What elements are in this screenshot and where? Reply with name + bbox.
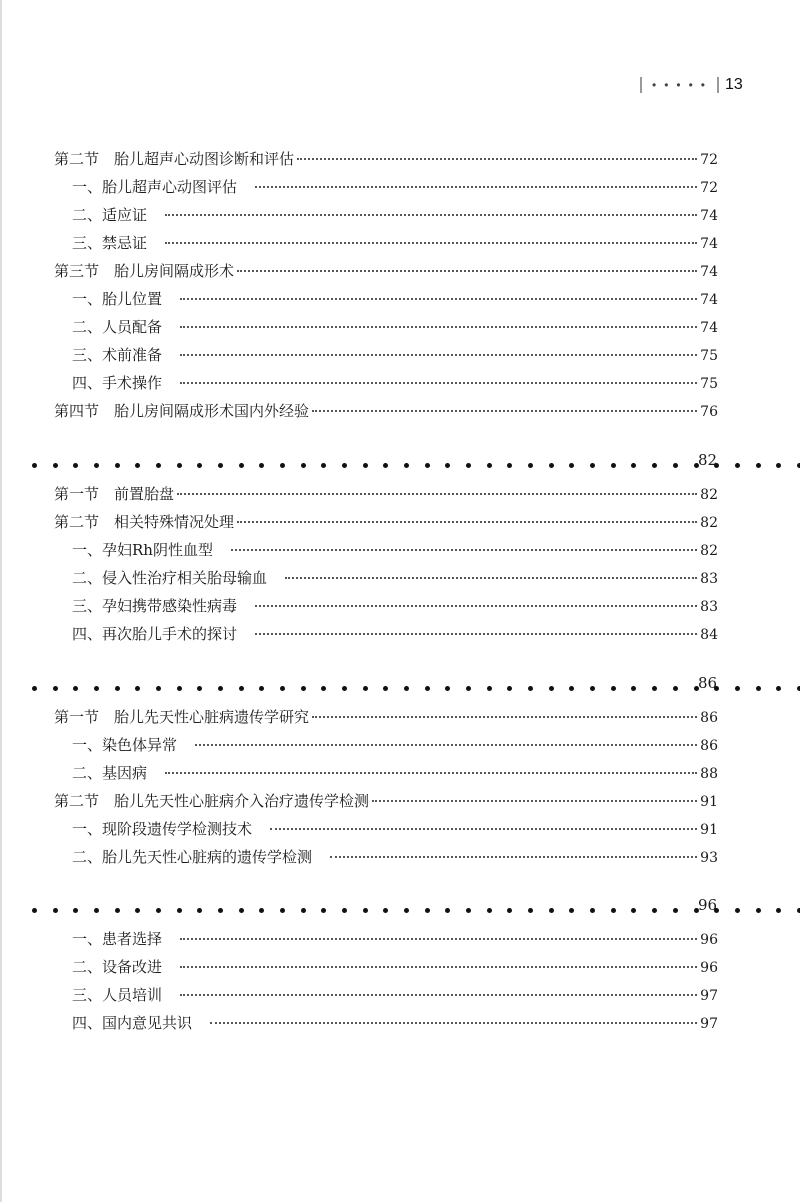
divider-dot [32, 686, 37, 691]
entry-title: 二、基因病 [72, 764, 148, 782]
divider-dot [363, 908, 368, 913]
divider-dot [156, 908, 161, 913]
dot-leader [165, 214, 697, 216]
divider-dot [321, 463, 326, 468]
divider-dot [507, 463, 512, 468]
entry-title: 二、适应证 [72, 206, 148, 224]
divider-dot [94, 686, 99, 691]
page-header [640, 76, 743, 94]
divider-dot [590, 908, 595, 913]
divider-dot [197, 908, 202, 913]
entry-page: 84 [700, 627, 718, 643]
divider-dot [363, 463, 368, 468]
divider-dot [735, 908, 740, 913]
toc-entry[interactable] [72, 984, 718, 1006]
dot-leader [210, 1022, 697, 1024]
divider-dot [301, 463, 306, 468]
entry-title: 第一节 前置胎盘 [54, 485, 175, 503]
divider-dot [445, 686, 450, 691]
dot-leader [195, 744, 697, 746]
entry-page: 97 [700, 988, 718, 1004]
dot-leader [180, 382, 697, 384]
toc-entry[interactable] [72, 734, 718, 756]
divider-dot [73, 686, 78, 691]
entry-page: 74 [700, 208, 718, 224]
entry-title: 一、孕妇Rh阴性血型 [72, 541, 213, 559]
toc-entry[interactable] [54, 790, 718, 812]
toc-entry[interactable] [54, 148, 718, 170]
divider-dot [549, 686, 554, 691]
divider-dot [383, 686, 388, 691]
entry-title: 第一节 胎儿先天性心脏病遗传学研究 [54, 708, 310, 726]
dot-leader [180, 326, 697, 328]
divider-dot [631, 686, 636, 691]
divider-dot [425, 908, 430, 913]
divider-dot [239, 908, 244, 913]
divider-dot [32, 908, 37, 913]
divider-dot [301, 686, 306, 691]
dot-leader [237, 521, 697, 523]
divider-dot [177, 686, 182, 691]
divider-dot [239, 463, 244, 468]
divider-dot [528, 686, 533, 691]
toc-entry[interactable] [72, 623, 718, 645]
divider-dot [631, 908, 636, 913]
divider-dot [735, 463, 740, 468]
dot-leader [255, 186, 697, 188]
divider-dot [404, 463, 409, 468]
divider-dot [383, 908, 388, 913]
header-rule [640, 77, 642, 93]
divider-dot [549, 908, 554, 913]
entry-title: 三、术前准备 [72, 346, 163, 364]
divider-dot [115, 686, 120, 691]
entry-page: 74 [700, 292, 718, 308]
divider-dot [756, 463, 761, 468]
entry-page: 72 [700, 180, 718, 196]
toc-entry[interactable] [72, 539, 718, 561]
dot-leader [180, 354, 697, 356]
toc-entry[interactable] [72, 928, 718, 950]
divider-dot [652, 463, 657, 468]
toc-entry[interactable] [72, 204, 718, 226]
entry-page: 82 [700, 543, 718, 559]
divider-dot [156, 686, 161, 691]
divider-dot [590, 686, 595, 691]
divider-dot [611, 463, 616, 468]
dot-leader [372, 800, 697, 802]
entry-page: 93 [700, 850, 718, 866]
entry-page: 75 [700, 376, 718, 392]
toc-entry[interactable] [72, 1012, 718, 1034]
divider-dot [487, 908, 492, 913]
toc-entry[interactable] [54, 511, 718, 533]
entry-title: 一、患者选择 [72, 930, 163, 948]
divider-dot [445, 908, 450, 913]
divider-dot [569, 908, 574, 913]
chapter-page-number: 96 [698, 896, 718, 914]
toc-entry[interactable] [54, 400, 718, 422]
divider-dot [652, 908, 657, 913]
divider-dot [280, 686, 285, 691]
entry-page: 74 [700, 264, 718, 280]
divider-dot [135, 908, 140, 913]
entry-page: 96 [700, 932, 718, 948]
chapter-page-number: 82 [698, 451, 718, 469]
page-number: 13 [725, 76, 743, 93]
divider-dot [94, 908, 99, 913]
divider-dot [528, 908, 533, 913]
dot-leader [180, 994, 697, 996]
divider-dot [404, 686, 409, 691]
divider-dot [135, 686, 140, 691]
toc-entry[interactable] [72, 567, 718, 589]
entry-title: 第二节 相关特殊情况处理 [54, 513, 235, 531]
divider-dot [756, 686, 761, 691]
entry-page: 86 [700, 738, 718, 754]
divider-dot [73, 908, 78, 913]
toc-entry[interactable] [72, 372, 718, 394]
divider-dot [776, 686, 781, 691]
divider-dot [115, 463, 120, 468]
entry-title: 第三节 胎儿房间隔成形术 [54, 262, 235, 280]
entry-title: 一、胎儿位置 [72, 290, 163, 308]
divider-dot [280, 908, 285, 913]
divider-dot [549, 463, 554, 468]
divider-dot [259, 908, 264, 913]
divider-dot [569, 686, 574, 691]
divider-dot [507, 908, 512, 913]
toc-entry[interactable] [72, 956, 718, 978]
entry-page: 88 [700, 766, 718, 782]
dot-leader [255, 605, 697, 607]
entry-title: 三、孕妇携带感染性病毒 [72, 597, 238, 615]
divider-dot [673, 463, 678, 468]
divider-dot [53, 686, 58, 691]
chapter-divider [32, 451, 800, 475]
entry-title: 四、手术操作 [72, 374, 163, 392]
header-dots: ••••• [652, 78, 714, 92]
divider-dot [590, 463, 595, 468]
entry-page: 91 [700, 822, 718, 838]
entry-title: 三、禁忌证 [72, 234, 148, 252]
divider-dot [53, 463, 58, 468]
divider-dot [487, 463, 492, 468]
divider-dot [652, 686, 657, 691]
divider-dot [197, 686, 202, 691]
divider-dot [466, 908, 471, 913]
divider-dot [259, 686, 264, 691]
entry-title: 一、现阶段遗传学检测技术 [72, 820, 253, 838]
entry-page: 83 [700, 571, 718, 587]
divider-dot [445, 463, 450, 468]
divider-dot [466, 686, 471, 691]
entry-title: 第四节 胎儿房间隔成形术国内外经验 [54, 402, 310, 420]
entry-title: 第二节 胎儿先天性心脏病介入治疗遗传学检测 [54, 792, 370, 810]
divider-dot [218, 686, 223, 691]
divider-dot [569, 463, 574, 468]
entry-page: 76 [700, 404, 718, 420]
divider-dot [321, 686, 326, 691]
divider-dot [218, 463, 223, 468]
divider-dot [53, 908, 58, 913]
divider-dot [425, 686, 430, 691]
divider-dot [177, 463, 182, 468]
chapter-page-number: 86 [698, 674, 718, 692]
divider-dot [218, 908, 223, 913]
entry-title: 一、胎儿超声心动图评估 [72, 178, 238, 196]
entry-page: 91 [700, 794, 718, 810]
divider-dot [342, 463, 347, 468]
toc-entry[interactable] [72, 344, 718, 366]
dot-leader [180, 298, 697, 300]
divider-dot [611, 908, 616, 913]
divider-dot [321, 908, 326, 913]
divider-dot [673, 686, 678, 691]
divider-dot [611, 686, 616, 691]
divider-dot [342, 908, 347, 913]
chapter-divider [32, 896, 800, 920]
divider-dot [32, 463, 37, 468]
divider-dot [776, 908, 781, 913]
toc-entry[interactable] [54, 483, 718, 505]
entry-page: 86 [700, 710, 718, 726]
toc-entry[interactable] [72, 818, 718, 840]
dot-leader [180, 966, 697, 968]
divider-dot [735, 686, 740, 691]
chapter-divider [32, 674, 800, 698]
dot-leader [330, 856, 697, 858]
toc-entry[interactable] [72, 288, 718, 310]
divider-dot [342, 686, 347, 691]
toc-entry[interactable] [54, 260, 718, 282]
dot-leader [255, 633, 697, 635]
entry-page: 96 [700, 960, 718, 976]
divider-dot [756, 908, 761, 913]
toc-entry[interactable] [54, 706, 718, 728]
divider-dot [425, 463, 430, 468]
toc-entry[interactable] [72, 232, 718, 254]
dot-leader [270, 828, 697, 830]
toc-entry[interactable] [72, 176, 718, 198]
divider-dot [363, 686, 368, 691]
divider-dot [673, 908, 678, 913]
toc-entry[interactable] [72, 846, 718, 868]
dot-leader [285, 577, 697, 579]
dot-leader [312, 716, 697, 718]
dot-leader [231, 549, 697, 551]
entry-title: 二、胎儿先天性心脏病的遗传学检测 [72, 848, 313, 866]
entry-title: 四、再次胎儿手术的探讨 [72, 625, 238, 643]
divider-dot [239, 686, 244, 691]
dot-leader [237, 270, 697, 272]
divider-dot [507, 686, 512, 691]
divider-dot [94, 463, 99, 468]
dot-leader [180, 938, 697, 940]
divider-dot [487, 686, 492, 691]
entry-title: 第二节 胎儿超声心动图诊断和评估 [54, 150, 295, 168]
entry-title: 一、染色体异常 [72, 736, 178, 754]
entry-title: 二、侵入性治疗相关胎母输血 [72, 569, 268, 587]
entry-page: 75 [700, 348, 718, 364]
entry-title: 三、人员培训 [72, 986, 163, 1004]
toc-entry[interactable] [72, 762, 718, 784]
entry-page: 74 [700, 236, 718, 252]
divider-dot [301, 908, 306, 913]
divider-dot [73, 463, 78, 468]
dot-leader [165, 772, 697, 774]
entry-title: 二、设备改进 [72, 958, 163, 976]
divider-dot [156, 463, 161, 468]
entry-page: 72 [700, 152, 718, 168]
toc-entry[interactable] [72, 595, 718, 617]
divider-dot [383, 463, 388, 468]
entry-page: 82 [700, 515, 718, 531]
entry-page: 74 [700, 320, 718, 336]
entry-title: 二、人员配备 [72, 318, 163, 336]
divider-dot [259, 463, 264, 468]
divider-dot [197, 463, 202, 468]
entry-title: 四、国内意见共识 [72, 1014, 193, 1032]
dot-leader [297, 158, 697, 160]
entry-page: 82 [700, 487, 718, 503]
toc-entry[interactable] [72, 316, 718, 338]
entry-page: 83 [700, 599, 718, 615]
divider-dot [404, 908, 409, 913]
divider-dot [115, 908, 120, 913]
divider-dot [466, 463, 471, 468]
dot-leader [312, 410, 697, 412]
dot-leader [177, 493, 697, 495]
divider-dot [631, 463, 636, 468]
dot-leader [165, 242, 697, 244]
divider-dot [776, 463, 781, 468]
divider-dot [177, 908, 182, 913]
entry-page: 97 [700, 1016, 718, 1032]
divider-dot [528, 463, 533, 468]
divider-dot [135, 463, 140, 468]
divider-dot [280, 463, 285, 468]
header-rule [717, 77, 719, 93]
